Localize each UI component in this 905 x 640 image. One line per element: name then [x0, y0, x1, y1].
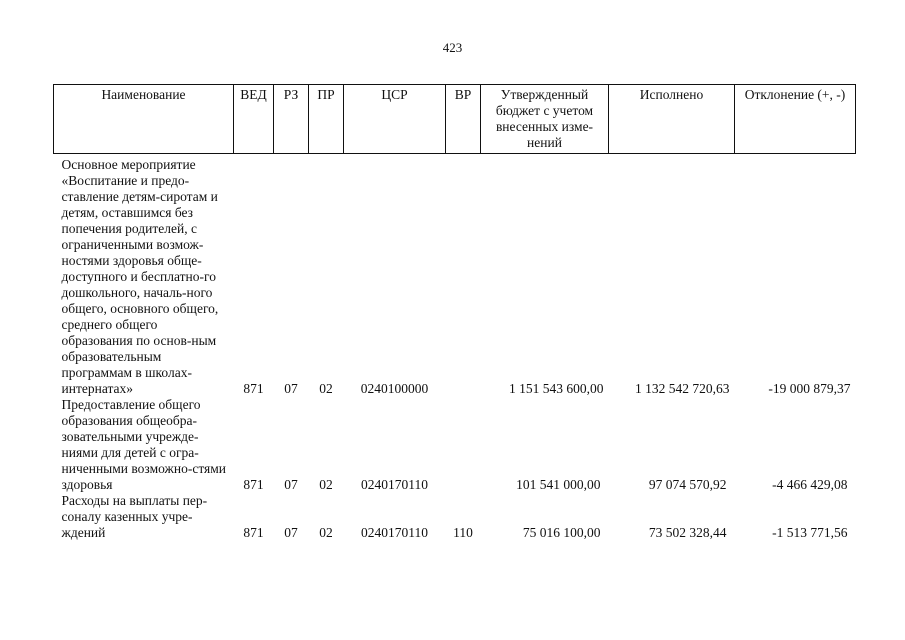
row-pr: 02: [319, 477, 333, 492]
row-deviation: -1 513 771,56: [772, 525, 848, 540]
table-row: [54, 397, 856, 493]
row-ved: 871: [243, 381, 264, 396]
table-header-row: [54, 85, 856, 154]
row-approved: 75 016 100,00: [522, 525, 601, 540]
header-vr: ВР: [446, 85, 481, 154]
row-vr: [446, 397, 481, 493]
row-executed: 97 074 570,92: [648, 477, 727, 492]
row-ved: 871: [243, 477, 264, 492]
row-pr: 02: [319, 525, 333, 540]
row-name: Расходы на выплаты пер-соналу казенных учре-ждений: [61, 493, 208, 540]
table-row: [54, 493, 856, 541]
row-rz: 07: [284, 477, 298, 492]
table-row: [54, 154, 856, 398]
row-vr: 110: [453, 525, 473, 540]
row-ved: 871: [243, 525, 264, 540]
header-rz: РЗ: [274, 85, 309, 154]
row-name: Предоставление общего образования общеобра-зовательными учрежде-ниями для детей с огра-ниченными возможно-стями здоровья: [61, 397, 227, 492]
page-number: 423: [442, 40, 463, 55]
row-rz: 07: [284, 381, 298, 396]
header-approved: Утвержденный бюджет с учетом внесенных изме-нений: [481, 85, 609, 154]
header-pr: ПР: [309, 85, 344, 154]
row-csr: 0240170110: [361, 477, 428, 492]
header-ved: ВЕД: [234, 85, 274, 154]
row-executed: 1 132 542 720,63: [635, 381, 730, 396]
header-name: Наименование: [54, 85, 234, 154]
row-deviation: -4 466 429,08: [772, 477, 848, 492]
row-executed: 73 502 328,44: [648, 525, 727, 540]
header-deviation: Отклонение (+, -): [735, 85, 856, 154]
row-vr: [446, 154, 481, 398]
budget-table: [53, 84, 856, 541]
row-deviation: -19 000 879,37: [768, 381, 851, 396]
row-name: Основное мероприятие «Воспитание и предо-ставление детям-сиротам и детям, оставшимся без попечения родителей, с ограниченными возмож-ностями здоровья обще-доступного и бесплатно-го дошкольного, началь-ного общего, основного общего, среднего общего образования по основ-ным образовательным программам в школах-интернатах»: [61, 157, 219, 396]
row-approved: 1 151 543 600,00: [509, 381, 604, 396]
row-pr: 02: [319, 381, 333, 396]
row-rz: 07: [284, 525, 298, 540]
row-csr: 0240100000: [360, 381, 429, 396]
row-approved: 101 541 000,00: [516, 477, 601, 492]
row-csr: 0240170110: [361, 525, 428, 540]
header-executed: Исполнено: [609, 85, 735, 154]
header-csr: ЦСР: [344, 85, 446, 154]
